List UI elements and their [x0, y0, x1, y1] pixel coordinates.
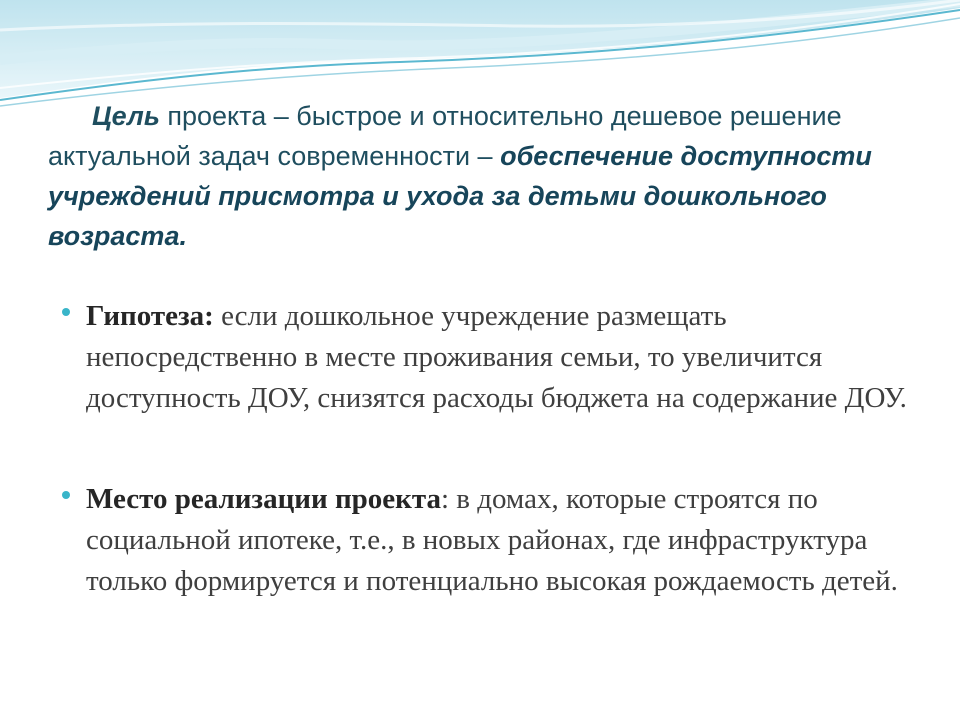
bullet-item-location — [62, 479, 922, 602]
bullet-text: если дошкольное учреждение размещать непосредственно в месте проживания семьи, то увеличится доступность ДОУ, снизятся расходы бюджета на содержание ДОУ. — [86, 300, 907, 414]
goal-paragraph — [48, 96, 928, 256]
bullet-list — [62, 296, 922, 602]
bullet-text: : в домах, которые строятся по социальной ипотеке, т.е., в новых районах, где инфраструктура только формируется и потенциально высокая рождаемость детей. — [86, 483, 898, 597]
bullet-term: Гипотеза: — [86, 300, 214, 332]
bullet-marker — [62, 308, 70, 316]
bullet-term: Место реализации проекта — [86, 483, 441, 515]
bullet-item-hypothesis — [62, 296, 922, 419]
decorative-wave-header — [0, 0, 960, 110]
bullet-marker — [62, 491, 70, 499]
goal-emphasis: обеспечение доступности учреждений присмотра и ухода за детьми дошкольного возраста. — [48, 141, 872, 251]
goal-text: проекта – быстрое и относительно дешевое решение актуальной задач современности – — [48, 101, 842, 171]
goal-label: Цель — [92, 101, 160, 131]
